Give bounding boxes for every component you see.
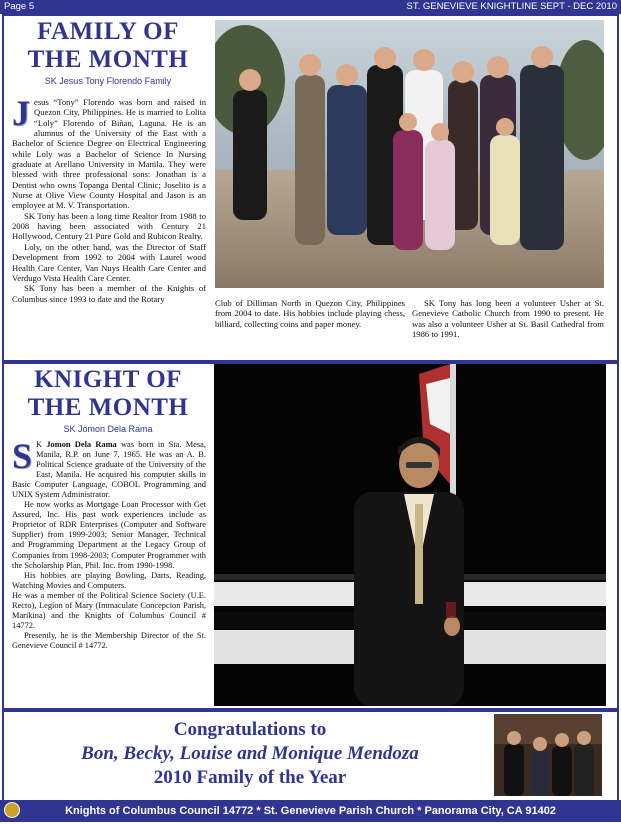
family-title-line2: THE MONTH: [27, 46, 189, 73]
page-header: [0, 0, 621, 14]
knight-subtitle: SK Jomon Dela Rama: [63, 424, 153, 434]
family-title: [10, 18, 206, 74]
knight-title-line2: THE MONTH: [27, 394, 189, 421]
family-para-3: Loly, on the other hand, was the Director of Staff Development from 1992 to 2004 with Laurel wood Health Care Center, Van Nuys Health Care Center and Verdugo Vista Health Care Center.: [12, 241, 206, 283]
knight-article: [12, 436, 206, 651]
knight-para-2: He now works as Mortgage Loan Processor with Get Assured, Inc. His past work experiences include as Proprietor of RDR Enterprises (Computer and Software Supplier) from 1999-2003; Senior Manager, Technical and Programming Department at the Legacy Group of Companies from 1998-2003; Computer Programmer with the Scholarship Plan, Phil. Inc. from 1990-1998.: [12, 500, 206, 570]
congrats-line2: Bon, Becky, Louise and Monique Mendoza: [81, 743, 419, 764]
mendoza-family-photo: [494, 714, 602, 796]
knight-title-line1: KNIGHT OF: [34, 366, 182, 393]
knight-title: [10, 366, 206, 422]
knight-para-4: He was a member of the Political Science Society (U.E. Recto), Legion of Mary (Immaculate Concepcion Parish, Marikina) and the Knights of Columbus Council # 14772.: [12, 590, 206, 630]
knight-para-5: Presently, he is the Membership Director of the St. Genevieve Council # 14772.: [12, 630, 206, 650]
family-col2-text: Club of Dilliman North in Quezon City, Philippines from 2004 to date. His hobbies include playing chess, billiard, collecting coins and paper money.: [215, 298, 405, 329]
family-para-2: SK Tony has been a long time Realtor from 1988 to 2008 having been associated with Century 21 Hollywood, Century 21 Pure Gold and Rubicon Realty.: [12, 210, 206, 242]
congrats-line3: 2010 Family of the Year: [153, 767, 347, 788]
family-para-4: SK Tony has been a member of the Knights of Columbus since 1993 to date and the Rotary: [12, 283, 206, 304]
congrats-line1: Congratulations to: [173, 719, 327, 740]
family-article-col3: [412, 298, 604, 339]
family-para-1: esus “Tony” Florendo was born and raised in Quezon City, Philippines. He is married to Lolita “Loly” Florendo of Biñan, Laguna. He is an alumnus of the University of the East with a Bachelor of Science Degree on Electrical Engineering while Loly was a Bachelor of Science In Nursing graduate at Arellano University in Manila. They were blessed with three professional sons: Jonathan is a Dentist who owns Topanga Dental Clinic; Joselito is a Nurse at Olive View County Hospital and Jason is an employee at M. V. Transportation.: [12, 97, 206, 211]
knights-of-columbus-emblem-icon: [4, 802, 20, 818]
family-drop-cap: J: [12, 93, 30, 133]
knight-para-1-prefix: K: [36, 440, 47, 449]
family-col3-text: SK Tony has long been a volunteer Usher at St. Genevieve Catholic Church from 1990 to present. He was also a volunteer Usher at St. Basil Cathedral from 1986 to 1991.: [412, 298, 604, 340]
congratulations-text: [20, 718, 480, 790]
knight-drop-cap: S: [12, 436, 33, 476]
family-article-col2: [215, 298, 405, 329]
family-subtitle: SK Jesus Tony Florendo Family: [44, 76, 172, 86]
family-article-col1: [12, 93, 206, 304]
knight-photo: [214, 364, 606, 706]
knight-para-1-rest: was born in Sta. Mesa, Manila, R.P. on June 7, 1965. He was an A. B. Political Science graduate of the University of the East, Manila. He acquired his computer skills in Basic Computer Language, COBOL Programming and UNIX System Administrator.: [12, 440, 206, 500]
publication-title: ST. GENEVIEVE KNIGHTLINE SEPT - DEC 2010: [406, 1, 617, 12]
family-title-line1: FAMILY OF: [37, 18, 179, 45]
page-number: Page 5: [4, 1, 35, 12]
family-photo: [215, 20, 604, 288]
page-footer: Knights of Columbus Council 14772 * St. Genevieve Parish Church * Panorama City, CA 91402: [0, 800, 621, 822]
knight-name: Jomon Dela Rama: [46, 440, 117, 449]
knight-para-3: His hobbies are playing Bowling, Darts, Reading, Watching Movies and Computers.: [12, 570, 206, 590]
